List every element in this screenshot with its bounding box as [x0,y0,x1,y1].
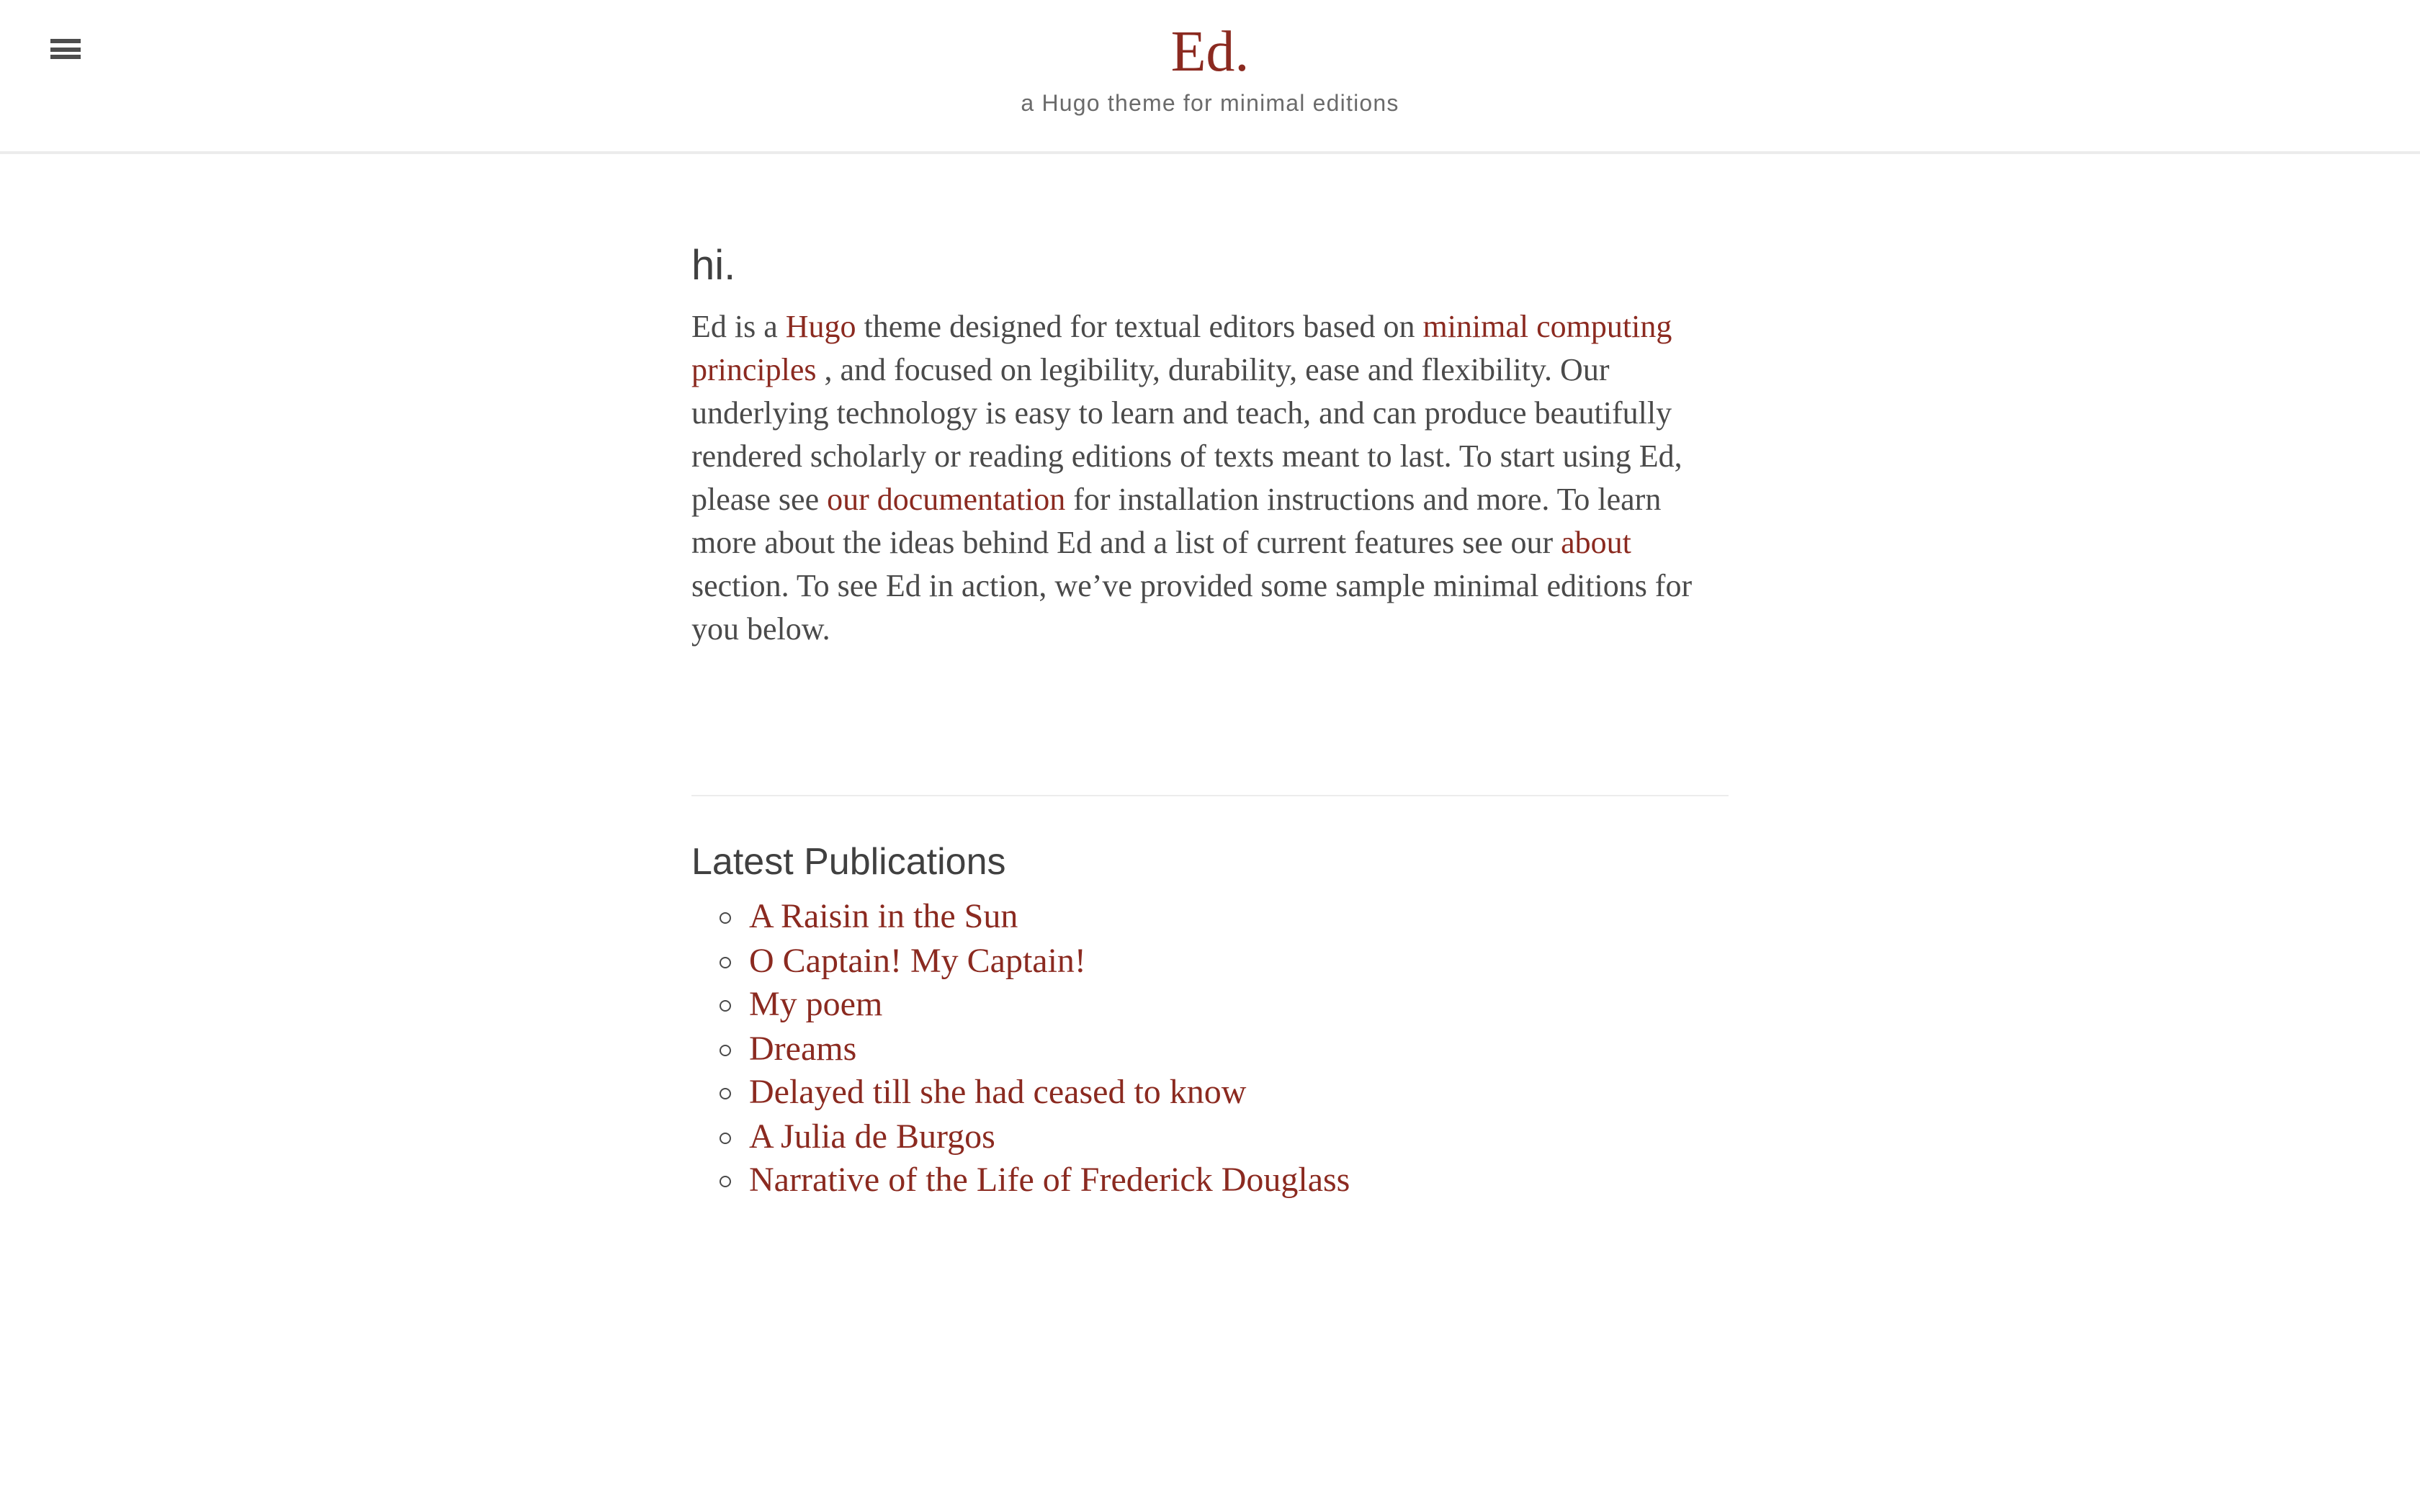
site-subtitle: a Hugo theme for minimal editions [1021,92,1399,117]
publications-list [691,896,1729,1203]
publication-link[interactable]: Narrative of the Life of Frederick Douglass [749,1162,1350,1200]
publication-link[interactable]: Dreams [749,1030,857,1068]
menu-toggle-button[interactable] [50,39,81,59]
minimal-computing-principles-link[interactable]: minimal computing principles [691,308,1672,387]
publication-link[interactable]: A Julia de Burgos [749,1118,995,1156]
section-divider [691,795,1729,796]
about-link[interactable]: about [1561,524,1631,560]
publication-list-item [749,1071,1729,1115]
latest-publications-heading: Latest Publications [691,840,1006,883]
publication-list-item [749,896,1729,940]
site-title[interactable]: Ed. [1170,19,1250,84]
publication-link[interactable]: A Raisin in the Sun [749,899,1018,936]
publication-list-item [749,1159,1729,1203]
publication-link[interactable]: My poem [749,986,883,1024]
our-documentation-link[interactable]: our documentation [827,481,1066,517]
publication-list-item [749,1027,1729,1071]
publication-link[interactable]: O Captain! My Captain! [749,942,1086,980]
hugo-link[interactable]: Hugo [785,308,856,344]
publication-list-item [749,1115,1729,1159]
site-header [0,0,2420,154]
page-heading: hi. [691,243,736,289]
publication-list-item [749,940,1729,984]
hamburger-menu-icon [50,39,81,59]
publication-list-item [749,984,1729,1027]
intro-paragraph: Ed is a Hugo theme designed for textual editors based on minimal computing principles , and focused on legibility, durability, ease and flexibility. Our underlying technology is easy to learn and teach, and can produce beautifully rendered scholarly or reading editions of texts meant to last. To start using Ed, please see our documentation for installation instructions and more. To learn more about the ideas behind Ed and a list of current features see our about section. To see Ed in action, we’ve provided some sample minimal editions for you below. [691,308,1693,647]
publication-link[interactable]: Delayed till she had ceased to know [749,1074,1247,1112]
content [691,239,1729,1203]
